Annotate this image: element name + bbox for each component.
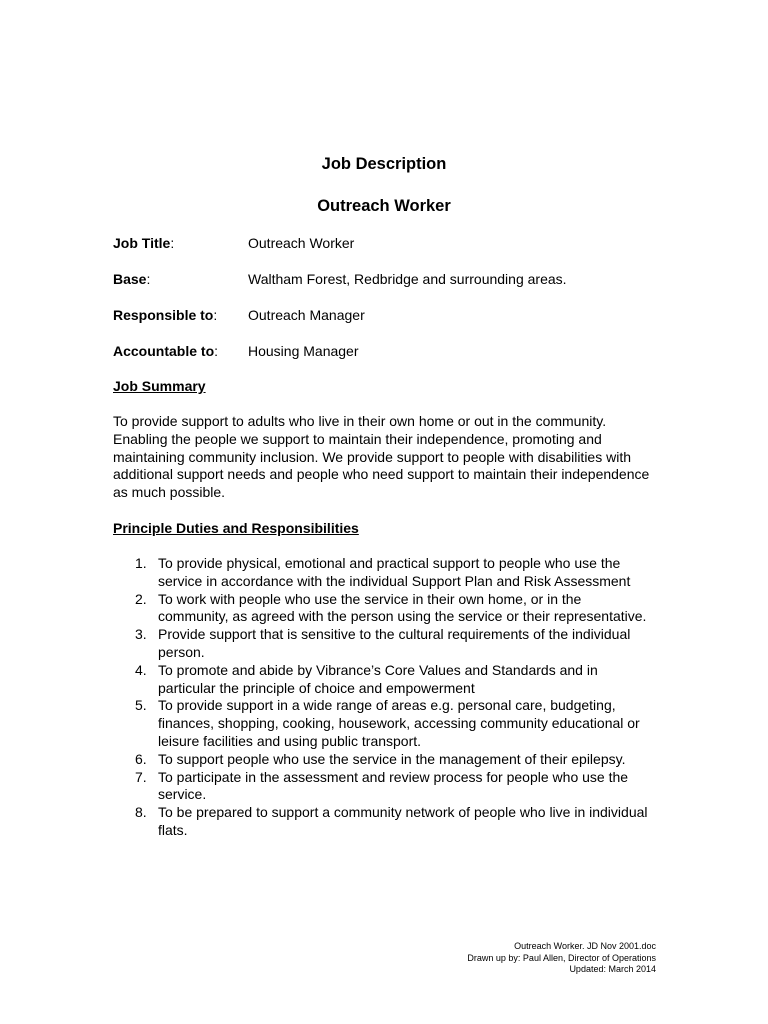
footer-author: Drawn up by: Paul Allen, Director of Operations [467,952,656,963]
field-label: Base [113,271,147,287]
field-accountable-to: Accountable to: Housing Manager [113,343,359,359]
duty-text: To be prepared to support a community network of people who live in individual flats. [158,804,648,838]
field-label: Accountable to [113,343,215,359]
job-summary-heading: Job Summary [113,378,206,394]
footer-filename: Outreach Worker. JD Nov 2001.doc [514,941,656,951]
duty-number: 6. [135,750,147,767]
duty-number: 5. [135,697,147,714]
field-value: Waltham Forest, Redbridge and surrounding areas. [248,271,567,287]
duties-list [113,555,653,840]
duty-item [113,662,653,698]
field-job-title: Job Title: Outreach Worker [113,235,355,251]
job-summary-text: To provide support to adults who live in their own home or out in the community. Enabling the people we support to maintain their independence, promoting and maintaining community inclusion. We provide support to people with disabilities with additional support needs and people who need support to maintain their independence as much possible. [113,413,650,501]
duty-number: 7. [135,768,147,785]
duty-number: 1. [135,555,147,571]
duty-item [113,804,653,840]
document-subtitle: Outreach Worker [317,197,451,215]
duty-item [113,591,653,627]
duty-text: To provide support in a wide range of areas e.g. personal care, budgeting, finances, shopping, cooking, housework, accessing community educational or leisure facilities and using public transport. [158,697,640,749]
field-value: Housing Manager [248,343,359,359]
field-responsible-to: Responsible to: Outreach Manager [113,307,365,323]
duty-text: To provide physical, emotional and practical support to people who use the service in accordance with the individual Support Plan and Risk Assessment [158,555,631,589]
field-value: Outreach Manager [248,307,365,323]
field-base: Base: Waltham Forest, Redbridge and surrounding areas. [113,271,567,287]
duty-number: 3. [135,626,147,643]
duty-item [113,626,653,662]
field-value: Outreach Worker [248,235,355,251]
duty-text: To promote and abide by Vibrance’s Core Values and Standards and in particular the principle of choice and empowerment [158,661,598,696]
duty-number: 4. [135,661,147,678]
duty-number: 2. [135,590,147,607]
duty-number: 8. [135,804,147,821]
duty-item [113,751,653,769]
document-footer [467,941,656,976]
duty-text: To work with people who use the service in their own home, or in the community, as agreed with the person using the service or their representative. [158,590,647,625]
duty-item [113,555,653,591]
duty-text: To support people who use the service in the management of their epilepsy. [158,750,626,767]
duty-text: To participate in the assessment and review process for people who use the service. [158,768,629,803]
duty-item [113,697,653,750]
duty-item [113,769,653,805]
document-title: Job Description [321,155,447,173]
field-label: Job Title [113,235,171,251]
footer-updated: Updated: March 2014 [569,964,656,974]
duty-text: Provide support that is sensitive to the cultural requirements of the individual person. [158,626,631,660]
field-label: Responsible to [113,307,214,323]
duties-heading: Principle Duties and Responsibilities [113,520,359,536]
